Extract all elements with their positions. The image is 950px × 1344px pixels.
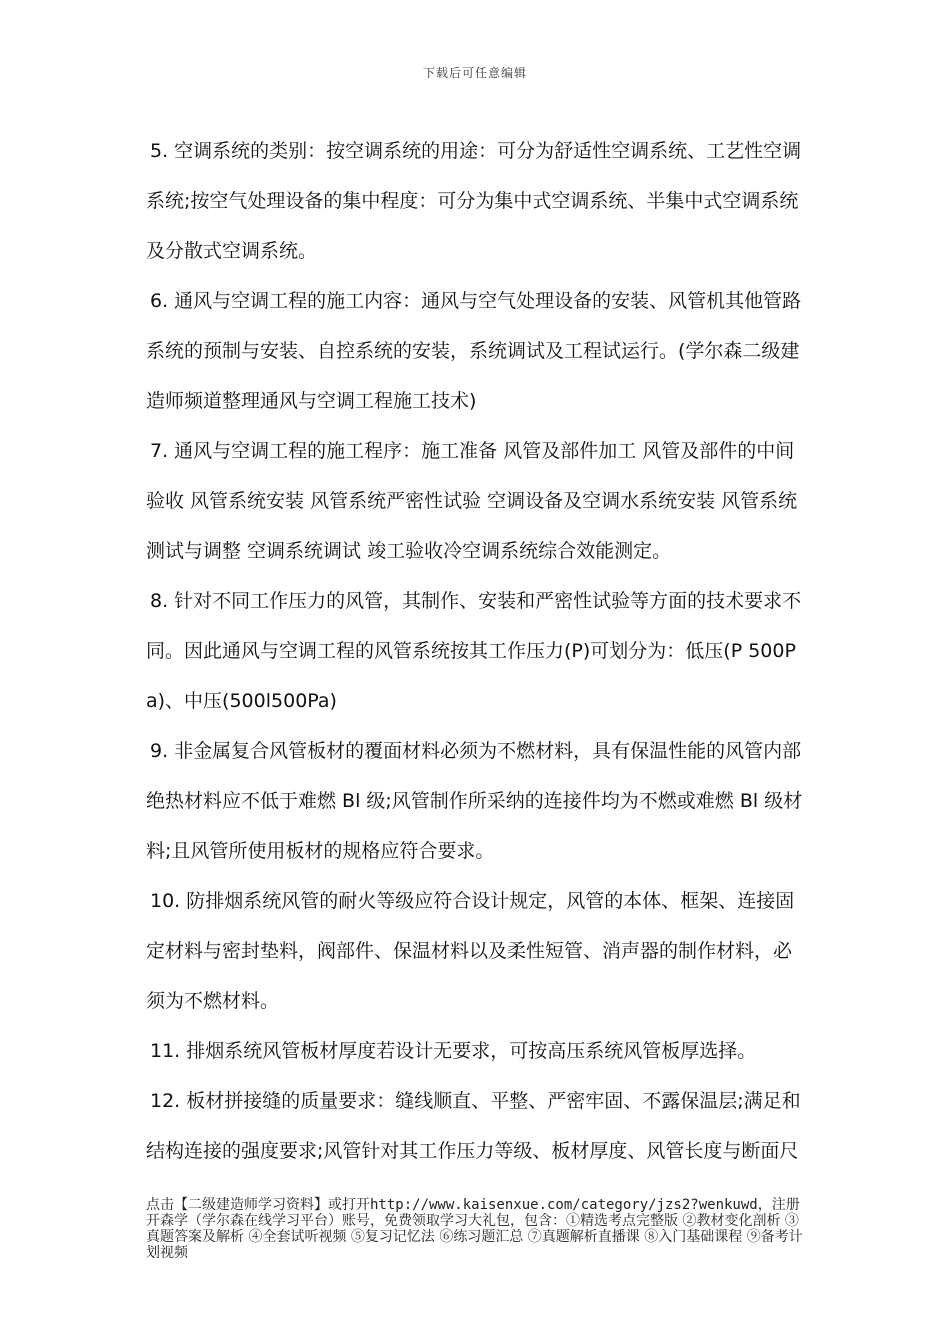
footer-prefix-text: 点击【二级建造师学习资料】或打开 (146, 1197, 370, 1213)
paragraph-item-7: 7. 通风与空调工程的施工程序：施工准备 风管及部件加工 风管及部件的中间验收 风管系统安装 风管系统严密性试验 空调设备及空调水系统安装 风管系统测试与调整 空调系统调试 竣工验收冷空调系统综合效能测定。 (146, 440, 798, 562)
paragraph-item-11: 11. 排烟系统风管板材厚度若设计无要求，可按高压系统风管板厚选择。 (150, 1040, 757, 1062)
page-header: 下载后可任意编辑 (422, 66, 527, 80)
footer-promo (146, 1197, 810, 1261)
paragraph-item-6: 6. 通风与空调工程的施工内容：通风与空气处理设备的安装、风管机其他管路系统的预制与安装、自控系统的安装，系统调试及工程试运行。(学尔森二级建造师频道整理通风与空调工程施工技术) (146, 290, 802, 412)
paragraph-item-8: 8. 针对不同工作压力的风管，其制作、安装和严密性试验等方面的技术要求不同。因此通风与空调工程的风管系统按其工作压力(P)可划分为：低压(P 500Pa)、中压(500l500Pa) (146, 590, 802, 712)
paragraph-item-5: 5. 空调系统的类别：按空调系统的用途：可分为舒适性空调系统、工艺性空调系统;按空气处理设备的集中程度：可分为集中式空调系统、半集中式空调系统及分散式空调系统。 (146, 140, 802, 262)
footer-url-link[interactable]: http://www.kaisenxue.com/category/jzs2?wenkuwd (370, 1197, 758, 1213)
paragraph-item-9: 9. 非金属复合风管板材的覆面材料必须为不燃材料，具有保温性能的风管内部绝热材料应不低于难燃 Bl 级;风管制作所采纳的连接件均为不燃或难燃 Bl 级材料;且风管所使用板材的规格应符合要求。 (146, 740, 803, 862)
paragraph-item-12: 12. 板材拼接缝的质量要求：缝线顺直、平整、严密牢固、不露保温层;满足和结构连接的强度要求;风管针对其工作压力等级、板材厚度、风管长度与断面尺 (146, 1090, 801, 1162)
paragraph-item-10: 10. 防排烟系统风管的耐火等级应符合设计规定，风管的本体、框架、连接固定材料与密封垫料，阀部件、保温材料以及柔性短管、消声器的制作材料，必须为不燃材料。 (146, 890, 795, 1012)
footer-suffix-text: ，注册开森学（学尔森在线学习平台）账号，免费领取学习大礼包，包含：①精选考点完整版 ②教材变化剖析 ③真题答案及解析 ④全套试听视频 ⑤复习记忆法 ⑥练习题汇总 ⑦真题解析直播课 ⑧入门基础课程 ⑨备考计划视频 (146, 1197, 803, 1261)
document-body (146, 126, 808, 1176)
